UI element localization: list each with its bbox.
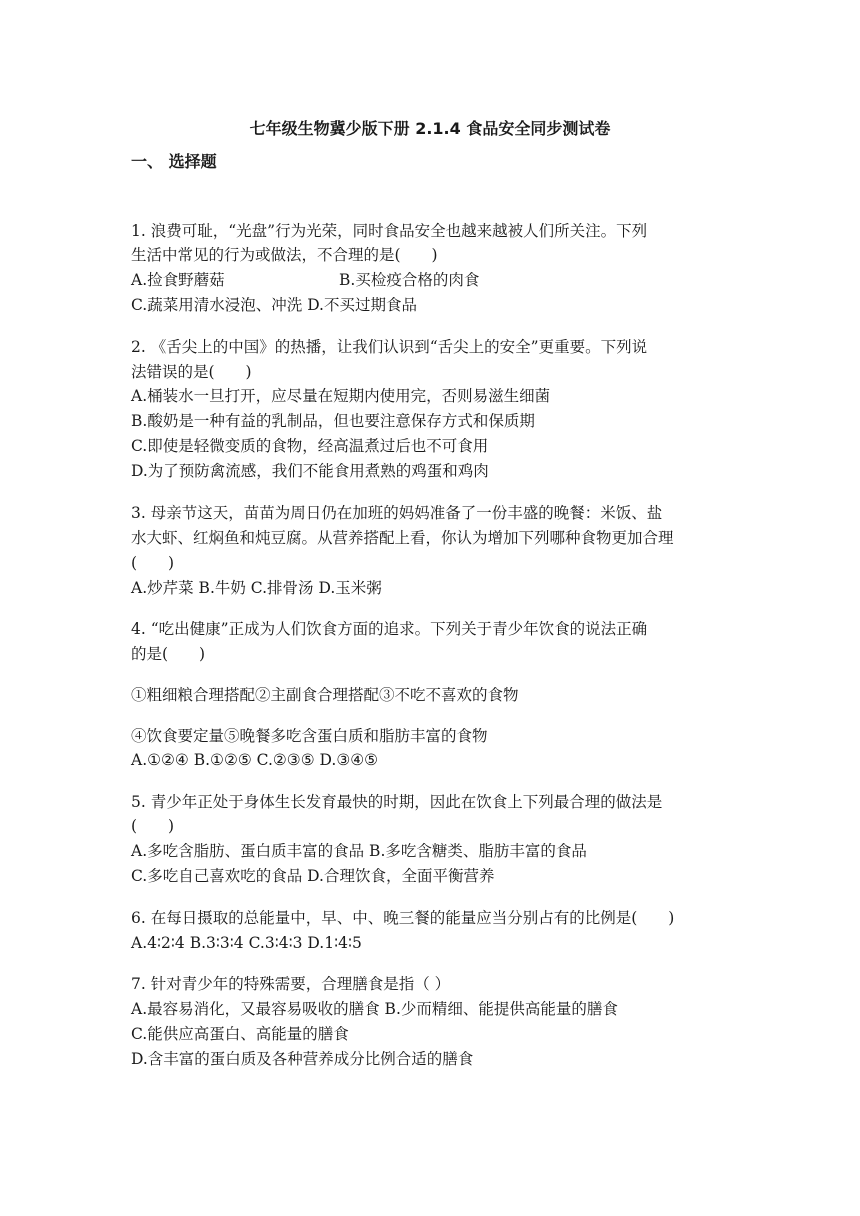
question-3-options: A.炒芹菜 B.牛奶 C.排骨汤 D.玉米粥	[131, 579, 382, 597]
question-7-options-row-3: D.含丰富的蛋白质及各种营养成分比例合适的膳食	[131, 1050, 474, 1068]
question-2-option-a: A.桶装水一旦打开，应尽量在短期内使用完，否则易滋生细菌	[131, 387, 551, 405]
section-heading: 一、 选择题	[131, 152, 217, 171]
question-2-option-c: C.即使是轻微变质的食物，经高温煮过后也不可食用	[131, 437, 489, 455]
question-1-options-row-2	[131, 294, 731, 316]
question-5-options-row-2: C.多吃自己喜欢吃的食品 D.合理饮食，全面平衡营养	[131, 867, 495, 885]
question-7-options-row-1: A.最容易消化，又最容易吸收的膳食 B.少而精细、能提供高能量的膳食	[131, 1000, 618, 1018]
question-1-option-d: D.不买过期食品	[307, 296, 417, 314]
question-3-line-2: 水大虾、红焖鱼和炖豆腐。从营养搭配上看，你认为增加下列哪种食物更加合理	[131, 529, 674, 547]
question-1-line-1: 1. 浪费可耻，“光盘”行为光荣，同时食品安全也越来越被人们所关注。下列	[131, 222, 648, 240]
question-4-options: A.①②④ B.①②⑤ C.②③⑤ D.③④⑤	[131, 751, 379, 769]
question-1-option-b: B.买检疫合格的肉食	[339, 271, 480, 289]
question-2-line-2: 法错误的是( )	[131, 363, 252, 381]
question-2-line-1: 2. 《舌尖上的中国》的热播，让我们认识到“舌尖上的安全”更重要。下列说	[131, 338, 648, 356]
question-3-line-1: 3. 母亲节这天，苗苗为周日仍在加班的妈妈准备了一份丰盛的晚餐：米饭、盐	[131, 504, 663, 522]
question-4-item-line-1: ①粗细粮合理搭配②主副食合理搭配③不吃不喜欢的食物	[131, 686, 519, 704]
question-7-options-row-2: C.能供应高蛋白、高能量的膳食	[131, 1025, 349, 1043]
question-5-line-2: ( )	[131, 817, 175, 835]
question-1-option-c: C.蔬菜用清水浸泡、冲洗	[131, 296, 303, 314]
question-2-option-d: D.为了预防禽流感，我们不能食用煮熟的鸡蛋和鸡肉	[131, 462, 489, 480]
question-6-options: A.4∶2∶4 B.3∶3∶4 C.3∶4∶3 D.1∶4∶5	[131, 934, 362, 952]
page-title: 七年级生物冀少版下册 2.1.4 食品安全同步测试卷	[249, 119, 611, 138]
question-5-line-1: 5. 青少年正处于身体生长发育最快的时期，因此在饮食上下列最合理的做法是	[131, 793, 663, 811]
question-7-line-1: 7. 针对青少年的特殊需要，合理膳食是指（ ）	[131, 975, 451, 993]
question-4-line-1: 4. “吃出健康”正成为人们饮食方面的追求。下列关于青少年饮食的说法正确	[131, 620, 648, 638]
question-1-options-row-1	[131, 269, 731, 291]
question-2-option-b: B.酸奶是一种有益的乳制品，但也要注意保存方式和保质期	[131, 412, 535, 430]
question-1-line-2: 生活中常见的行为或做法，不合理的是( )	[131, 246, 438, 264]
question-4-line-2: 的是( )	[131, 645, 206, 663]
question-5-options-row-1: A.多吃含脂肪、蛋白质丰富的食品 B.多吃含糖类、脂肪丰富的食品	[131, 842, 587, 860]
question-3-line-3: ( )	[131, 554, 175, 572]
question-6-line-1: 6. 在每日摄取的总能量中，早、中、晚三餐的能量应当分别占有的比例是( )	[131, 909, 675, 927]
question-4-item-line-2: ④饮食要定量⑤晚餐多吃含蛋白质和脂肪丰富的食物	[131, 727, 488, 745]
question-1-option-a: A.捡食野蘑菇	[131, 271, 225, 289]
